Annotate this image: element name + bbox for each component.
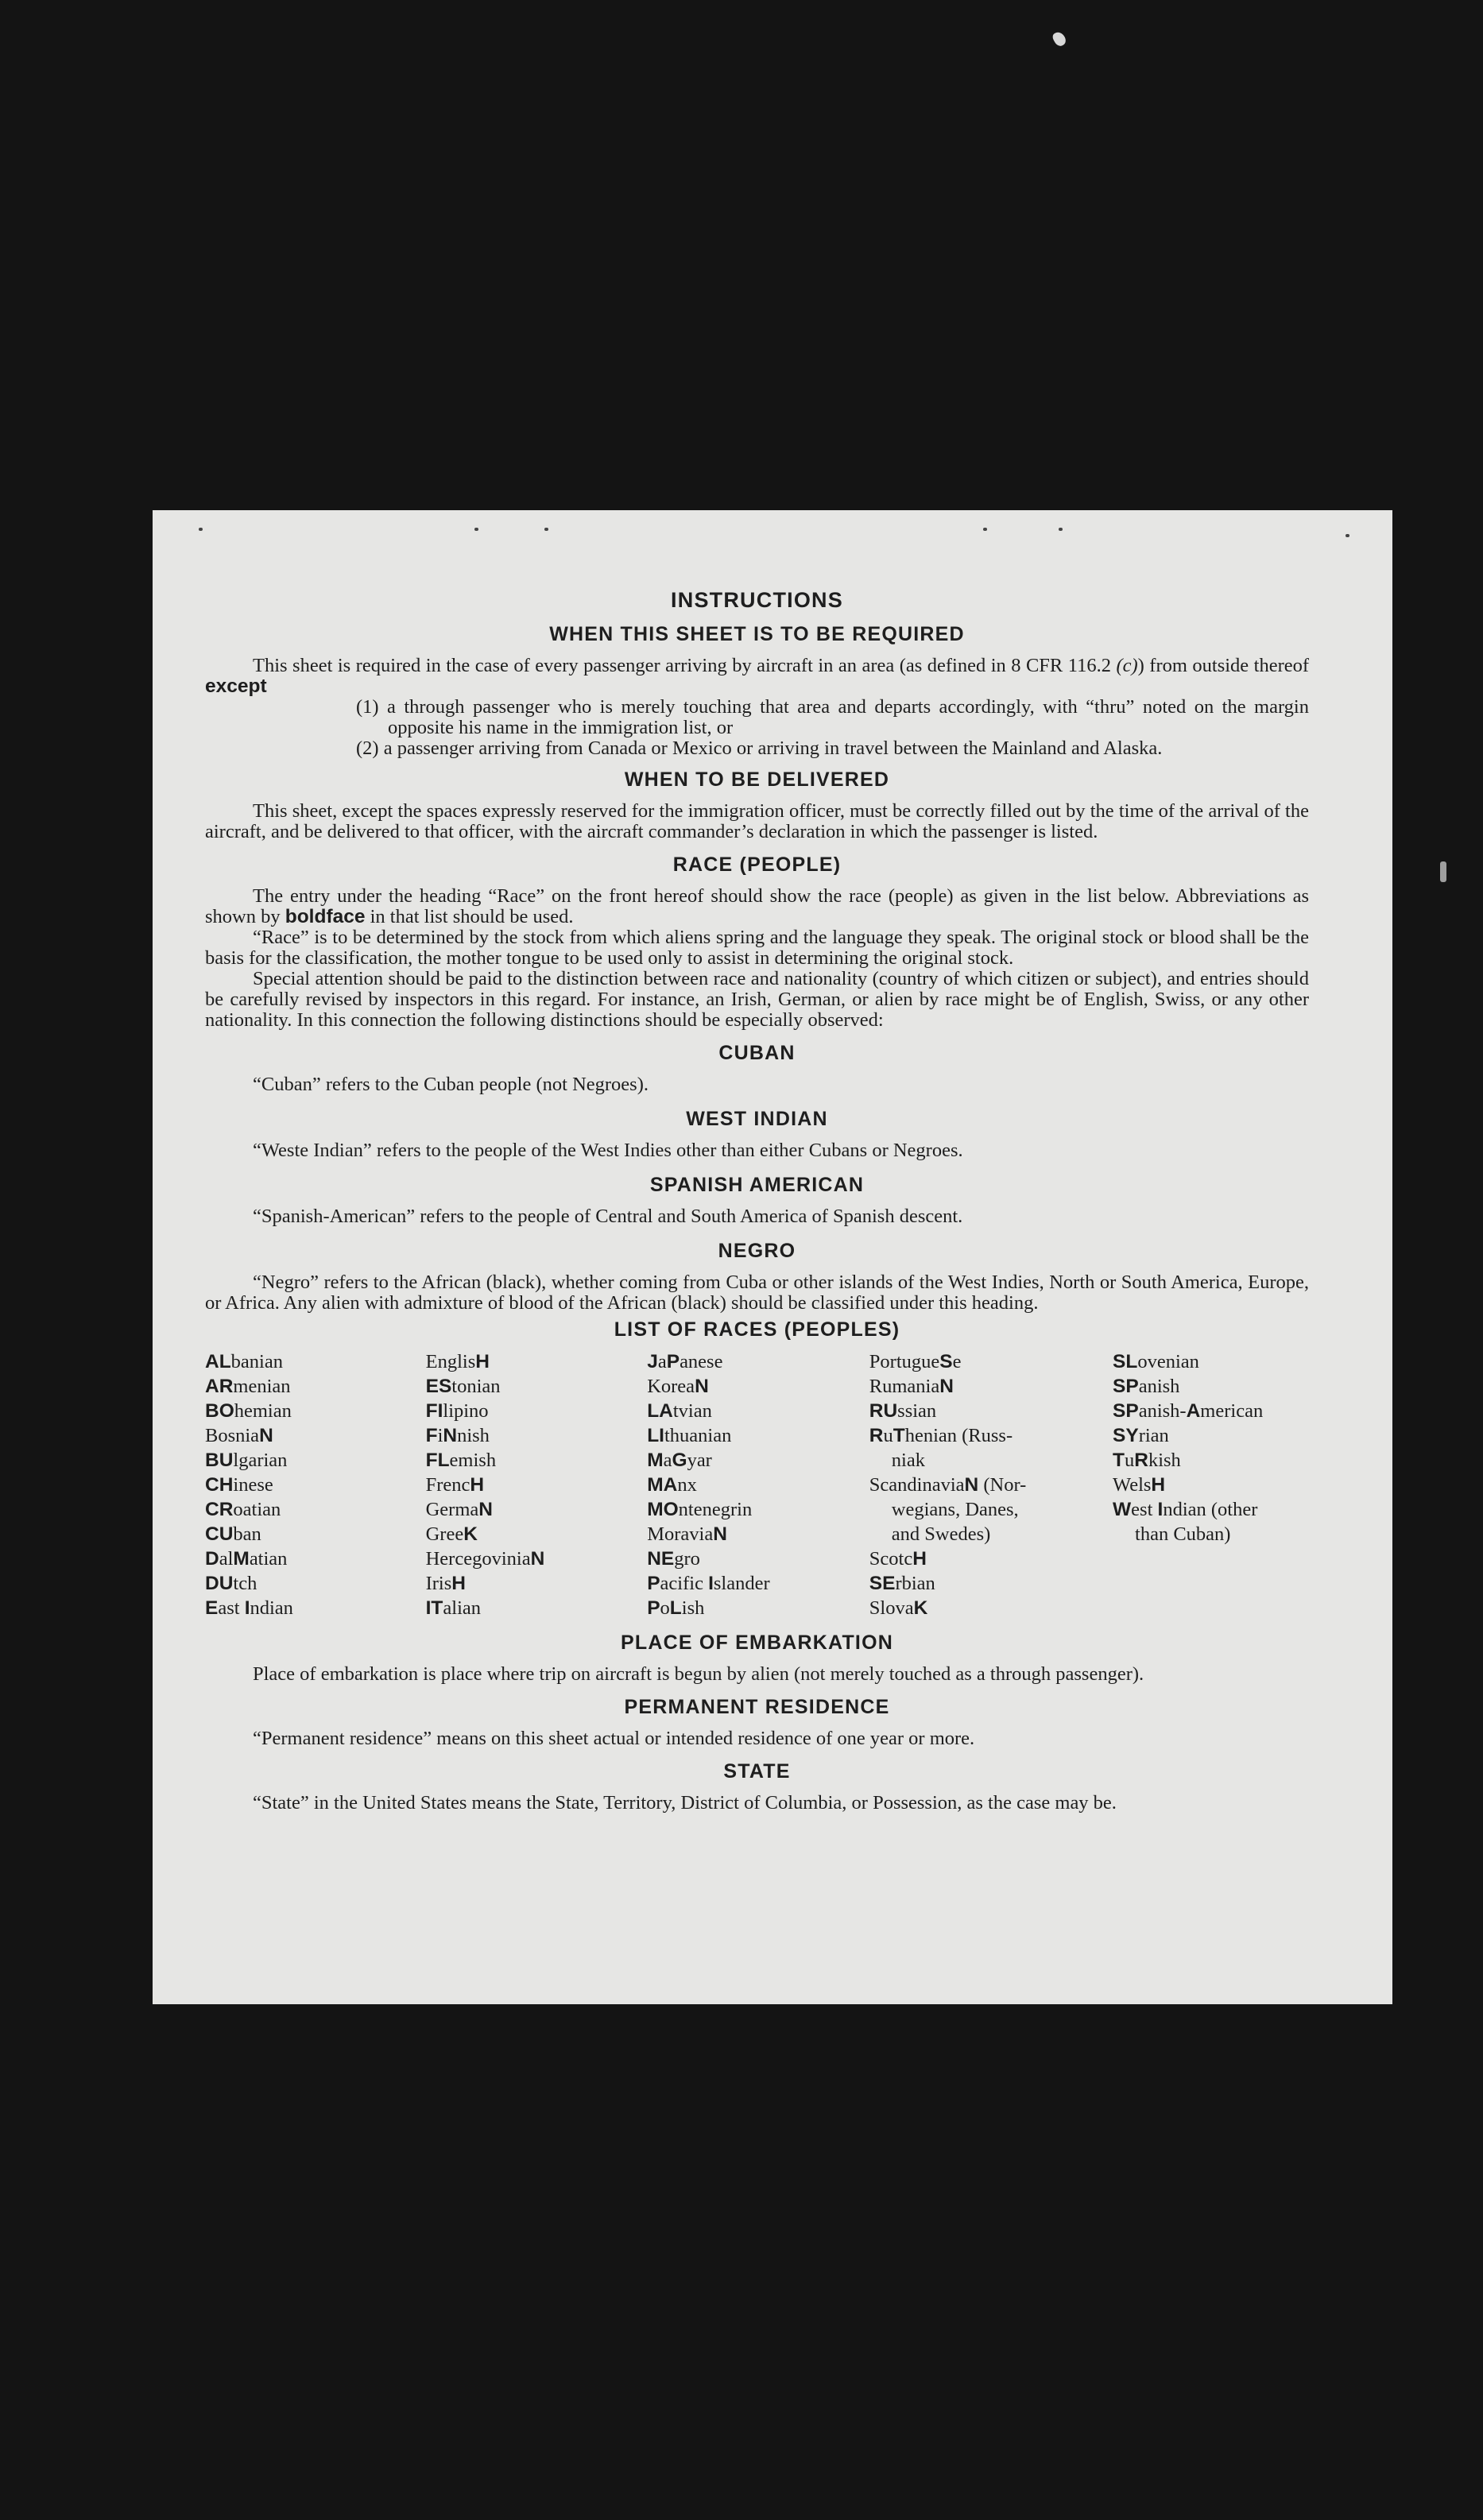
race-text: ntenegrin: [678, 1499, 753, 1520]
race-abbrev: AR: [205, 1376, 234, 1397]
paragraph-delivered: This sheet, except the spaces expressly reserved for the immigration officer, must be correctly filled out by the time of the arrival of the aircraft, and be delivered to that officer, with the aircraft commander’s declaration in which the passenger is listed.: [205, 800, 1309, 842]
race-text: Gree: [425, 1523, 464, 1545]
race-entry: [205, 1423, 426, 1448]
race-abbrev: N: [478, 1499, 493, 1520]
race-text: slander: [713, 1573, 770, 1594]
race-entry: and Swedes): [891, 1523, 991, 1545]
race-entry: [647, 1473, 869, 1497]
section-heading-residence: PERMANENT RESIDENCE: [624, 1696, 890, 1718]
races-column-5: [1113, 1349, 1309, 1620]
race-text: Bosnia: [205, 1425, 260, 1446]
race-text: Scotc: [869, 1548, 913, 1570]
race-entry: [205, 1546, 426, 1571]
race-entry: [647, 1596, 869, 1620]
required-intro-ref: (c): [1116, 655, 1138, 676]
race-abbrev: RU: [869, 1400, 898, 1422]
race-text: rbian: [895, 1573, 935, 1594]
race-entry: [1113, 1473, 1309, 1497]
race-entry: [426, 1448, 648, 1473]
race-entry: [647, 1546, 869, 1571]
required-intro-text-b: ) from outside thereof: [1137, 655, 1310, 676]
race-entry: [426, 1546, 648, 1571]
paragraph-race-3: Special attention should be paid to the distinction between race and nationality (country of which citizen or subject), and entries should be carefully revised by inspectors in this regard. For instance, an Irish, German, or alien by race might be of English, Swiss, or any other nationality. In this connection the following distinctions should be especially observed:: [205, 968, 1309, 1031]
race-text: Korea: [647, 1376, 695, 1397]
race-entry: [869, 1374, 1113, 1399]
race-text: henian (Russ-: [904, 1425, 1013, 1446]
race-entry: [869, 1571, 1113, 1596]
race-p1-text-a: The entry under the heading “Race” on the front hereof should show the race (people) as given in the list below. Abbreviations as shown by: [205, 885, 1309, 927]
race-abbrev: IT: [425, 1597, 443, 1619]
race-abbrev: I: [244, 1597, 250, 1619]
paragraph-race-1: [205, 886, 1309, 927]
race-text: Germa: [425, 1499, 479, 1520]
race-entry: [426, 1596, 648, 1620]
race-abbrev: I: [708, 1573, 714, 1594]
race-text: anish: [1138, 1376, 1180, 1397]
required-intro-text-a: This sheet is required in the case of every passenger arriving by aircraft in an area (as defined in 8 CFR 116.2: [253, 655, 1117, 676]
race-text: lipino: [443, 1400, 489, 1422]
scan-dot: [1346, 534, 1349, 537]
race-abbrev: NE: [647, 1548, 675, 1570]
race-abbrev: N: [695, 1376, 709, 1397]
race-abbrev: CU: [205, 1523, 234, 1545]
races-column-1: [205, 1349, 426, 1620]
scan-dot: [474, 528, 478, 531]
scan-dot: [199, 528, 203, 531]
race-abbrev: FI: [425, 1400, 443, 1422]
race-text: Englis: [425, 1351, 476, 1372]
paragraph-west-indian: “Weste Indian” refers to the people of the West Indies other than either Cubans or Negroes.: [253, 1140, 963, 1161]
race-abbrev: K: [463, 1523, 478, 1545]
race-text: yar: [687, 1450, 712, 1471]
race-entry: [426, 1522, 648, 1546]
race-entry: [1113, 1423, 1309, 1448]
race-entry: [1113, 1349, 1309, 1374]
race-entry: [426, 1473, 648, 1497]
race-entry: [205, 1448, 426, 1473]
race-text: ban: [233, 1523, 261, 1545]
race-abbrev: AL: [205, 1351, 231, 1372]
race-entry: [1113, 1448, 1309, 1473]
race-text: gro: [674, 1548, 700, 1570]
race-text: a: [663, 1450, 672, 1471]
race-text: inese: [233, 1474, 273, 1496]
race-abbrev: SP: [1113, 1376, 1139, 1397]
race-text: u: [1125, 1450, 1135, 1471]
race-entry: [647, 1497, 869, 1522]
race-abbrev: SY: [1113, 1425, 1139, 1446]
race-entry: [426, 1349, 648, 1374]
race-entry: [647, 1448, 869, 1473]
race-abbrev: R: [869, 1425, 884, 1446]
race-text: ndian (other: [1163, 1499, 1258, 1520]
race-entry: [647, 1571, 869, 1596]
race-abbrev: H: [475, 1351, 490, 1372]
race-entry: [869, 1596, 1113, 1620]
section-heading-cuban: CUBAN: [718, 1042, 796, 1064]
race-abbrev: FL: [425, 1450, 450, 1471]
race-text: Hercegovinia: [425, 1548, 531, 1570]
race-entry: [647, 1399, 869, 1423]
race-text: ish: [681, 1597, 705, 1619]
race-text: tvian: [672, 1400, 712, 1422]
race-text: rian: [1138, 1425, 1169, 1446]
race-abbrev: H: [1151, 1474, 1166, 1496]
race-text: kish: [1148, 1450, 1181, 1471]
races-list: [205, 1349, 1309, 1620]
race-abbrev: H: [451, 1573, 466, 1594]
race-entry: [647, 1349, 869, 1374]
race-abbrev: M: [647, 1450, 664, 1471]
race-entry: [1113, 1374, 1309, 1399]
race-entry: [426, 1374, 648, 1399]
race-entry: [205, 1374, 426, 1399]
race-text: al: [219, 1548, 234, 1570]
race-text: nish: [457, 1425, 490, 1446]
race-text: oatian: [233, 1499, 281, 1520]
race-abbrev: LI: [647, 1425, 664, 1446]
section-heading-negro: NEGRO: [718, 1240, 796, 1262]
race-abbrev: P: [666, 1351, 680, 1372]
race-abbrev: K: [913, 1597, 928, 1619]
race-entry: [426, 1423, 648, 1448]
race-abbrev: R: [1134, 1450, 1148, 1471]
paragraph-cuban: “Cuban” refers to the Cuban people (not Negroes).: [253, 1074, 649, 1095]
race-abbrev: J: [647, 1351, 658, 1372]
race-abbrev: T: [1113, 1450, 1125, 1471]
required-list-item-1: (1) a through passenger who is merely touching that area and departs accordingly, with “thru” noted on the margin opposite his name in the immigration list, or: [356, 696, 1309, 738]
race-abbrev: W: [1113, 1499, 1132, 1520]
race-entry: [426, 1399, 648, 1423]
race-abbrev: SE: [869, 1573, 896, 1594]
race-p1-text-b: in that list should be used.: [365, 906, 574, 927]
race-abbrev: A: [1186, 1400, 1201, 1422]
race-entry: [205, 1596, 426, 1620]
paragraph-race-2: “Race” is to be determined by the stock from which aliens spring and the language they speak. The original stock or blood shall be the basis for the classification, the mother tongue to be used only to assist in determining the original stock.: [205, 927, 1309, 969]
race-text: i: [437, 1425, 443, 1446]
race-text: thuanian: [664, 1425, 732, 1446]
race-abbrev: H: [912, 1548, 927, 1570]
race-text: emish: [449, 1450, 497, 1471]
races-column-2: [426, 1349, 648, 1620]
race-text: alian: [443, 1597, 482, 1619]
paragraph-residence: “Permanent residence” means on this sheet actual or intended residence of one year or more.: [253, 1728, 975, 1749]
race-entry: [205, 1399, 426, 1423]
required-intro-except: except: [205, 675, 267, 697]
race-abbrev: SL: [1113, 1351, 1138, 1372]
race-abbrev: G: [672, 1450, 687, 1471]
race-entry: [647, 1374, 869, 1399]
page-title: INSTRUCTIONS: [671, 588, 843, 612]
race-text: Rumania: [869, 1376, 940, 1397]
paragraph-negro: “Negro” refers to the African (black), whether coming from Cuba or other islands of the West Indies, North or South America, Europe, or Africa. Any alien with admixture of blood of the African (black) should be classified under this heading.: [205, 1272, 1309, 1314]
race-text: tch: [233, 1573, 257, 1594]
race-text: lgarian: [233, 1450, 288, 1471]
race-text: Wels: [1113, 1474, 1152, 1496]
required-list-item-2: (2) a passenger arriving from Canada or Mexico or arriving in travel between the Mainland and Alaska.: [356, 737, 1163, 759]
race-abbrev: M: [233, 1548, 250, 1570]
race-entry: [426, 1571, 648, 1596]
race-text: Slova: [869, 1597, 914, 1619]
race-abbrev: N: [259, 1425, 273, 1446]
race-abbrev: N: [713, 1523, 727, 1545]
race-text: anese: [680, 1351, 723, 1372]
section-heading-required: WHEN THIS SHEET IS TO BE REQUIRED: [549, 623, 965, 645]
race-text: hemian: [234, 1400, 292, 1422]
race-text: acific: [660, 1573, 709, 1594]
paragraph-embarkation: Place of embarkation is place where trip on aircraft is begun by alien (not merely touched as a through passenger).: [253, 1663, 1144, 1685]
race-text: banian: [230, 1351, 283, 1372]
race-abbrev: ES: [425, 1376, 452, 1397]
race-text: atian: [249, 1548, 288, 1570]
race-text: ssian: [897, 1400, 937, 1422]
race-entry: [647, 1423, 869, 1448]
race-entry: [205, 1497, 426, 1522]
paragraph-spanish-american: “Spanish-American” refers to the people of Central and South America of Spanish descent.: [253, 1206, 963, 1227]
race-text: ndian: [250, 1597, 293, 1619]
race-text: a: [657, 1351, 667, 1372]
section-heading-spanish-american: SPANISH AMERICAN: [649, 1174, 865, 1196]
section-heading-west-indian: WEST INDIAN: [686, 1108, 828, 1130]
document-page: [153, 510, 1392, 2004]
race-text: nx: [677, 1474, 697, 1496]
race-text: Portugue: [869, 1351, 940, 1372]
race-entry: [869, 1349, 1113, 1374]
race-abbrev: CH: [205, 1474, 234, 1496]
race-text: Moravia: [647, 1523, 714, 1545]
race-text: merican: [1200, 1400, 1264, 1422]
race-abbrev: E: [205, 1597, 219, 1619]
race-entry: [1113, 1497, 1309, 1522]
race-text: menian: [233, 1376, 291, 1397]
race-entry: niak: [891, 1450, 925, 1471]
scan-speck: [1440, 861, 1446, 882]
race-text: (Nor-: [978, 1474, 1027, 1496]
race-text: u: [883, 1425, 893, 1446]
race-abbrev: P: [647, 1573, 660, 1594]
race-entry: [647, 1522, 869, 1546]
scan-dot: [1059, 528, 1063, 531]
race-entry: [205, 1522, 426, 1546]
race-entry: [869, 1546, 1113, 1571]
race-abbrev: BO: [205, 1400, 234, 1422]
race-entry: [869, 1423, 1113, 1448]
section-heading-races-list: LIST OF RACES (PEOPLES): [614, 1318, 900, 1341]
race-entry: [1113, 1399, 1309, 1423]
race-abbrev: P: [647, 1597, 660, 1619]
race-abbrev: BU: [205, 1450, 234, 1471]
race-entry: wegians, Danes,: [891, 1499, 1019, 1520]
race-abbrev: D: [205, 1548, 219, 1570]
race-text: o: [660, 1597, 670, 1619]
race-text: e: [952, 1351, 962, 1372]
race-abbrev: F: [425, 1425, 438, 1446]
race-text: anish-: [1138, 1400, 1187, 1422]
race-abbrev: MO: [647, 1499, 679, 1520]
race-text: ast: [218, 1597, 245, 1619]
race-abbrev: MA: [647, 1474, 678, 1496]
race-text: est: [1131, 1499, 1158, 1520]
race-text: tonian: [451, 1376, 501, 1397]
race-entry: [205, 1571, 426, 1596]
race-entry: [869, 1399, 1113, 1423]
race-abbrev: H: [470, 1474, 485, 1496]
races-column-4: [869, 1349, 1113, 1620]
race-abbrev: N: [964, 1474, 979, 1496]
race-entry: [869, 1473, 1113, 1497]
race-entry: [205, 1349, 426, 1374]
race-abbrev: S: [939, 1351, 953, 1372]
race-abbrev: T: [893, 1425, 905, 1446]
race-abbrev: N: [939, 1376, 954, 1397]
race-abbrev: N: [530, 1548, 545, 1570]
race-abbrev: DU: [205, 1573, 234, 1594]
race-text: Iris: [425, 1573, 452, 1594]
scan-dot: [983, 528, 987, 531]
race-abbrev: L: [669, 1597, 682, 1619]
paragraph-required-intro: [205, 656, 1309, 697]
race-text: Scandinavia: [869, 1474, 965, 1496]
race-abbrev: SP: [1113, 1400, 1139, 1422]
race-text: ovenian: [1137, 1351, 1199, 1372]
paragraph-state: “State” in the United States means the State, Territory, District of Columbia, or Possession, as the case may be.: [253, 1792, 1117, 1814]
race-abbrev: LA: [647, 1400, 673, 1422]
scan-speck: [1051, 30, 1067, 48]
race-entry: [205, 1473, 426, 1497]
races-column-3: [647, 1349, 869, 1620]
race-p1-boldface: boldface: [285, 906, 366, 927]
race-text: Frenc: [425, 1474, 470, 1496]
race-entry: than Cuban): [1135, 1523, 1231, 1545]
race-abbrev: CR: [205, 1499, 234, 1520]
section-heading-race: RACE (PEOPLE): [672, 854, 842, 876]
race-abbrev: N: [443, 1425, 458, 1446]
section-heading-delivered: WHEN TO BE DELIVERED: [624, 768, 890, 791]
scan-dot: [544, 528, 548, 531]
section-heading-state: STATE: [723, 1760, 791, 1783]
section-heading-embarkation: PLACE OF EMBARKATION: [621, 1632, 893, 1654]
race-abbrev: I: [1157, 1499, 1164, 1520]
race-entry: [426, 1497, 648, 1522]
